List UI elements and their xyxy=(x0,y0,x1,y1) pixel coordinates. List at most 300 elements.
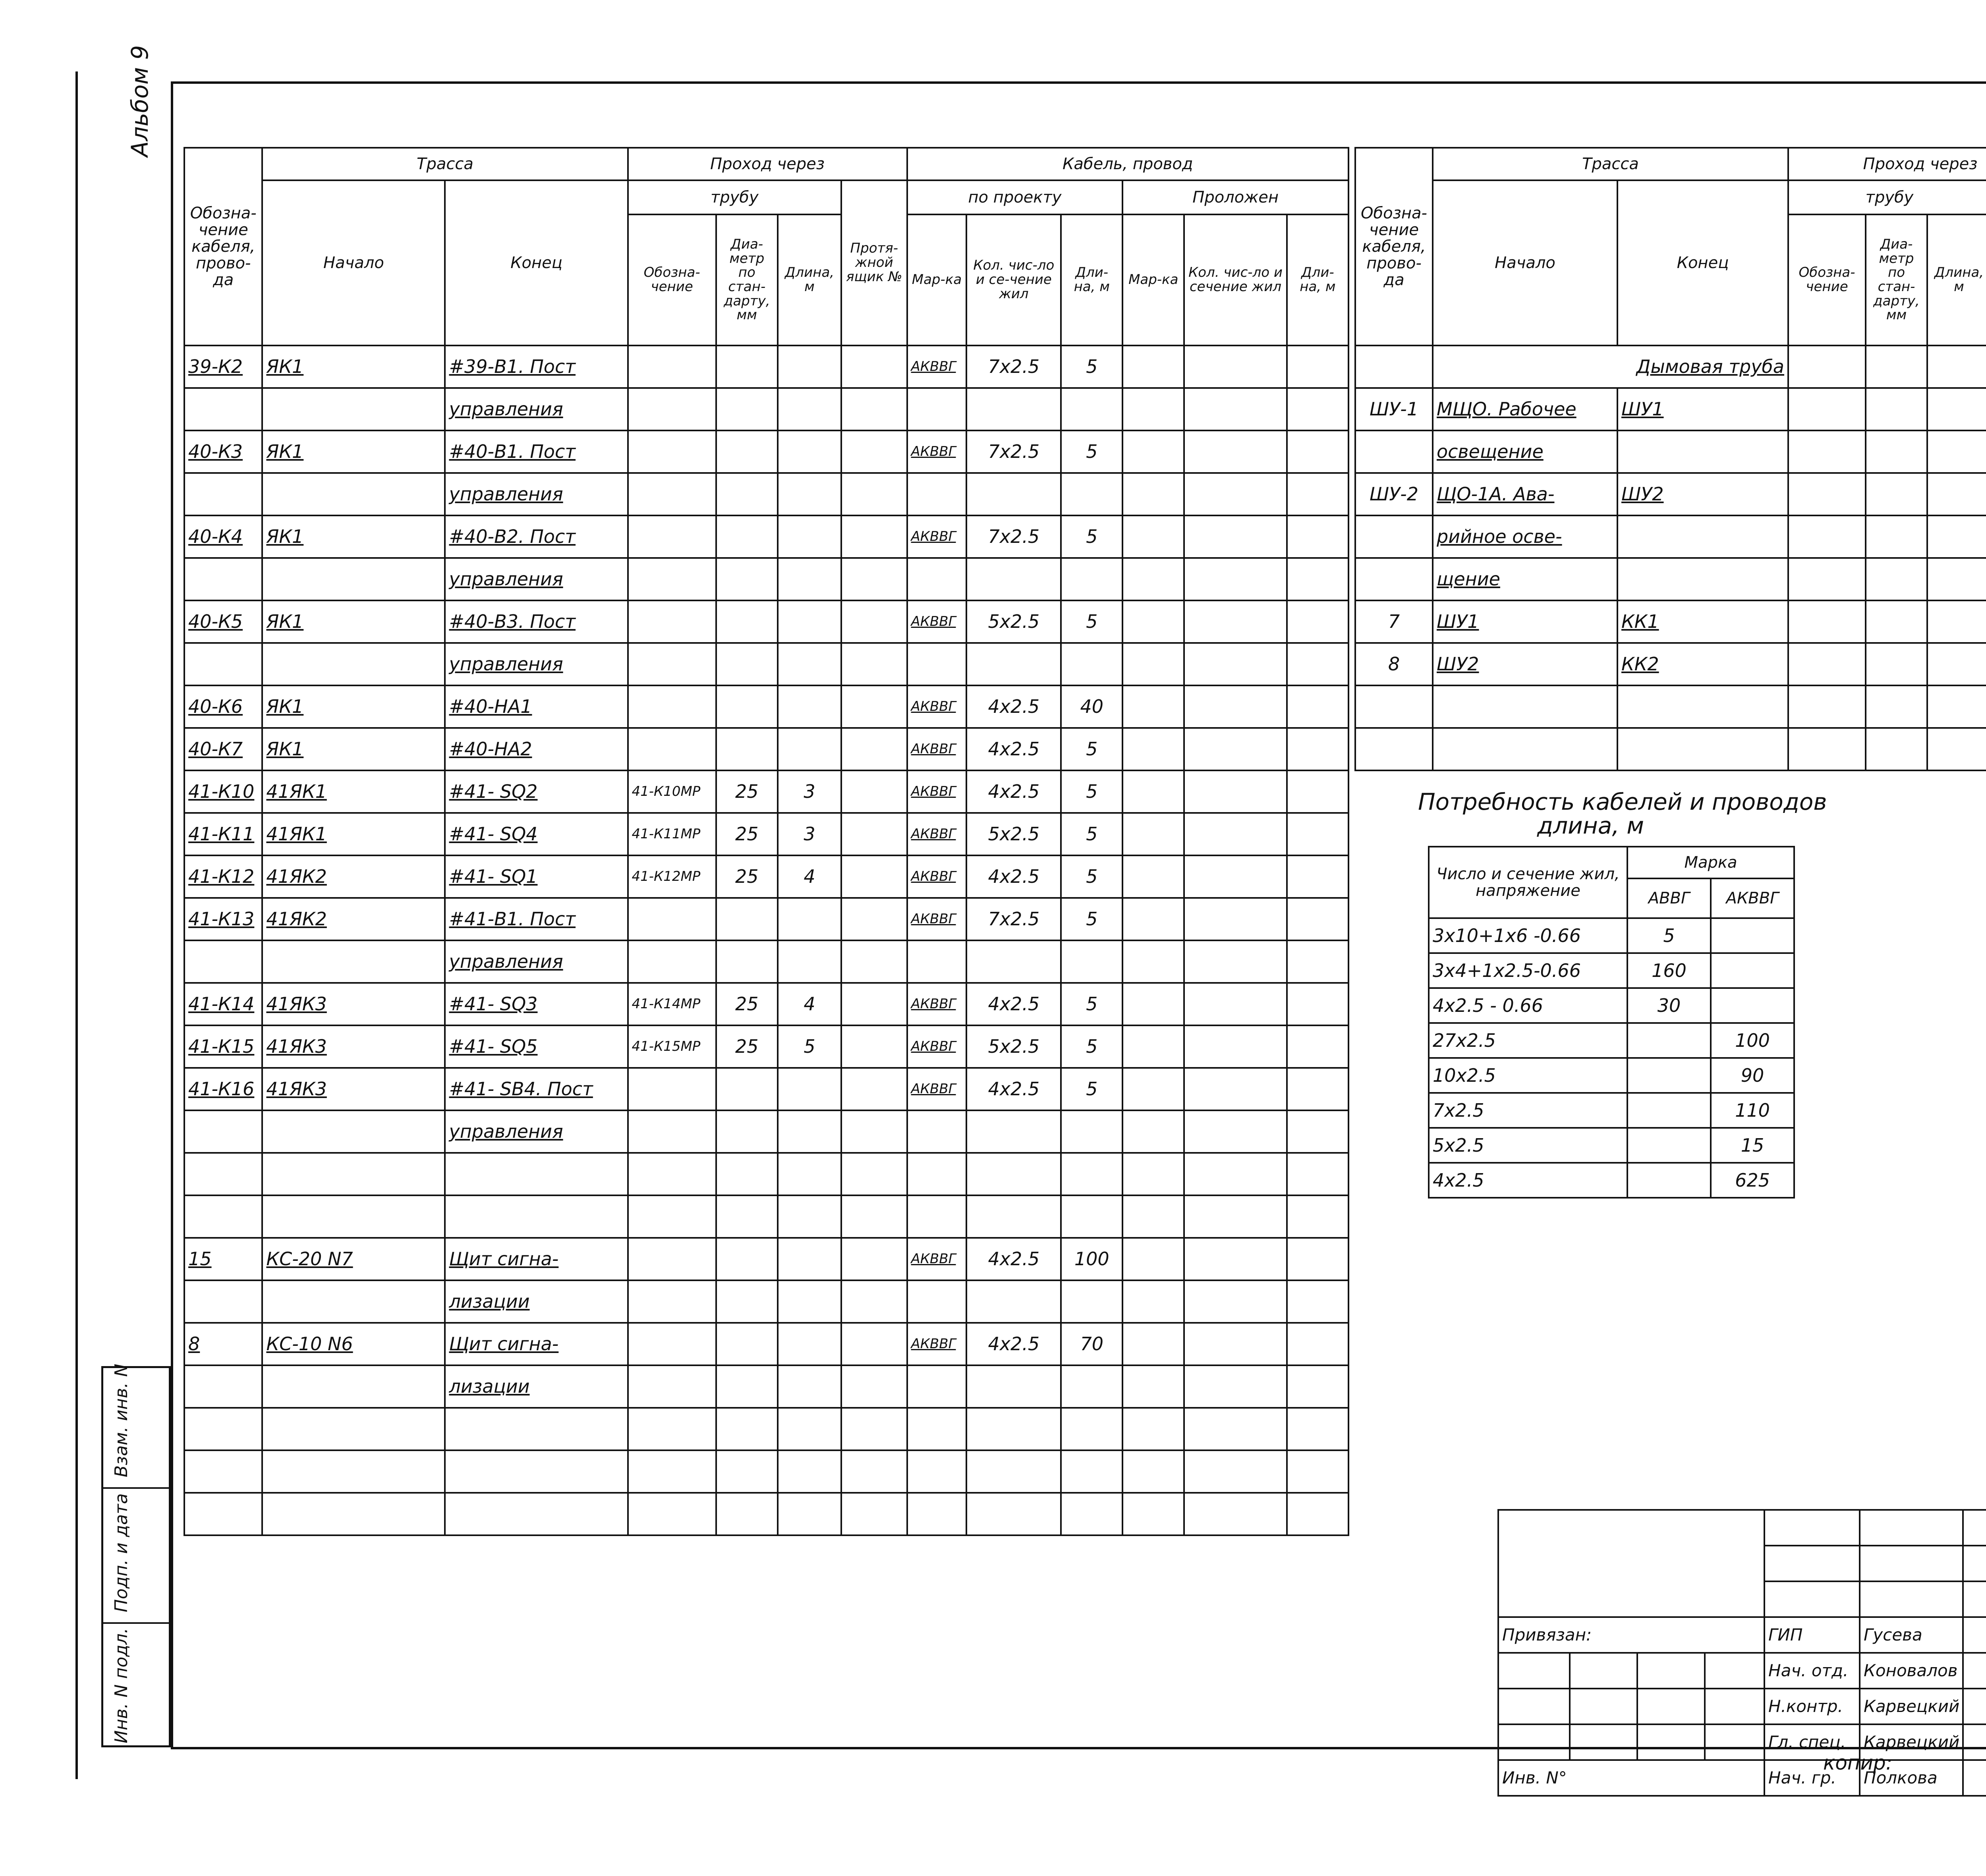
pipe-length-cell: 5 xyxy=(778,1025,841,1068)
broach-box-cell xyxy=(841,1153,907,1195)
pipe-designation-cell xyxy=(628,728,716,770)
pipe-length-cell xyxy=(778,1238,841,1280)
laid-cores-cell xyxy=(1184,600,1287,643)
cores-cell xyxy=(966,1110,1061,1153)
length-cell: 5 xyxy=(1061,600,1122,643)
cable-id-cell: 7 xyxy=(1355,600,1433,643)
table-row xyxy=(184,473,1348,515)
cable-id-cell xyxy=(1355,430,1433,473)
length-cell xyxy=(1061,388,1122,430)
pipe-designation-cell xyxy=(628,1365,716,1408)
table-row xyxy=(184,1195,1348,1238)
laid-brand-cell xyxy=(1122,1493,1184,1535)
route-end-cell: #41- SQ5 xyxy=(445,1025,628,1068)
broach-box-cell xyxy=(841,983,907,1025)
pipe-designation-cell xyxy=(628,1153,716,1195)
pipe-diameter-cell xyxy=(716,1280,778,1323)
brand-cell: АКВВГ xyxy=(907,813,967,855)
cable-need-akvvg-cell: 90 xyxy=(1711,1058,1794,1093)
brand-cell xyxy=(907,388,967,430)
route-end-cell: управления xyxy=(445,1110,628,1153)
role-cell: Нач. гр. xyxy=(1764,1760,1860,1796)
pipe-length-cell xyxy=(778,345,841,388)
route-end-cell: #40-НА1 xyxy=(445,685,628,728)
cores-cell xyxy=(966,1408,1061,1450)
header-passage: Проход через xyxy=(628,148,907,180)
pipe-length-cell: 3 xyxy=(778,770,841,813)
route-start-cell: 41ЯК1 xyxy=(262,813,445,855)
role-cell: ГИП xyxy=(1764,1617,1860,1653)
laid-brand-cell xyxy=(1122,1408,1184,1450)
laid-brand-cell xyxy=(1122,1280,1184,1323)
laid-brand-cell xyxy=(1122,473,1184,515)
table-row xyxy=(184,1323,1348,1365)
table-row xyxy=(184,345,1348,388)
laid-brand-cell xyxy=(1122,1365,1184,1408)
table-row xyxy=(1355,728,1986,770)
header-pipe-diameter: Диа-метр по стан-дарту, мм xyxy=(716,214,778,345)
pipe-cell xyxy=(1927,473,1986,515)
table-row xyxy=(184,855,1348,898)
length-cell: 5 xyxy=(1061,515,1122,558)
laid-cores-cell xyxy=(1184,1195,1287,1238)
header-brand: Мар-ка xyxy=(907,214,967,345)
pipe-cell xyxy=(1788,558,1866,600)
brand-cell: АКВВГ xyxy=(907,685,967,728)
brand-cell xyxy=(907,1110,967,1153)
pipe-designation-cell xyxy=(628,1238,716,1280)
laid-brand-cell xyxy=(1122,770,1184,813)
table-row xyxy=(1429,1058,1794,1093)
laid-cores-cell xyxy=(1184,430,1287,473)
name-cell: Коновалов xyxy=(1860,1653,1963,1689)
brand-cell xyxy=(907,1408,967,1450)
pipe-diameter-cell: 25 xyxy=(716,770,778,813)
cores-cell: 4х2.5 xyxy=(966,685,1061,728)
cores-cell: 4х2.5 xyxy=(966,855,1061,898)
cable-need-cores-cell: 10х2.5 xyxy=(1429,1058,1627,1093)
laid-length-cell xyxy=(1287,855,1348,898)
laid-length-cell xyxy=(1287,940,1348,983)
route-start-cell xyxy=(262,1153,445,1195)
cable-need-avvg-cell xyxy=(1627,1058,1711,1093)
route-start-cell: ШУ1 xyxy=(1433,600,1617,643)
route-start-cell xyxy=(262,1280,445,1323)
route-end-cell xyxy=(445,1408,628,1450)
pipe-diameter-cell xyxy=(716,1365,778,1408)
cable-id-cell: 41-К13 xyxy=(184,898,262,940)
route-start-cell: рийное осве- xyxy=(1433,515,1617,558)
laid-brand-cell xyxy=(1122,600,1184,643)
pipe-cell xyxy=(1866,473,1927,515)
brand-cell: АКВВГ xyxy=(907,855,967,898)
route-start-cell xyxy=(262,940,445,983)
laid-brand-cell xyxy=(1122,1195,1184,1238)
pipe-diameter-cell xyxy=(716,1408,778,1450)
route-start-cell xyxy=(262,1408,445,1450)
header-pipe-designation: Обозна-чение xyxy=(628,214,716,345)
laid-length-cell xyxy=(1287,1025,1348,1068)
length-cell: 5 xyxy=(1061,1068,1122,1110)
name-cell: Карвецкий xyxy=(1860,1724,1963,1760)
pipe-diameter-cell xyxy=(716,388,778,430)
laid-length-cell xyxy=(1287,1323,1348,1365)
header-designation: Обозна-чение кабеля, прово-да xyxy=(1355,148,1433,345)
length-cell: 40 xyxy=(1061,685,1122,728)
cable-need-cores-cell: 7х2.5 xyxy=(1429,1093,1627,1128)
laid-length-cell xyxy=(1287,1110,1348,1153)
cable-need-subtitle: длина, м xyxy=(1537,812,1644,839)
pipe-designation-cell xyxy=(628,515,716,558)
cores-cell: 4х2.5 xyxy=(966,1323,1061,1365)
laid-cores-cell xyxy=(1184,1110,1287,1153)
role-cell: Нач. отд. xyxy=(1764,1653,1860,1689)
length-cell: 100 xyxy=(1061,1238,1122,1280)
header-pipe: трубу xyxy=(1788,180,1986,214)
laid-length-cell xyxy=(1287,1365,1348,1408)
route-end-cell: управления xyxy=(445,388,628,430)
cable-need-avvg-cell: 160 xyxy=(1627,953,1711,988)
cores-cell xyxy=(966,473,1061,515)
laid-length-cell xyxy=(1287,685,1348,728)
cable-need-cores-cell: 27х2.5 xyxy=(1429,1023,1627,1058)
route-start-cell: ЯК1 xyxy=(262,430,445,473)
route-end-cell: лизации xyxy=(445,1365,628,1408)
cable-id-cell xyxy=(184,473,262,515)
pipe-cell xyxy=(1788,388,1866,430)
cable-id-cell: ШУ-1 xyxy=(1355,388,1433,430)
brand-cell: АКВВГ xyxy=(907,898,967,940)
laid-cores-cell xyxy=(1184,898,1287,940)
laid-cores-cell xyxy=(1184,558,1287,600)
cable-id-cell xyxy=(1355,345,1433,388)
brand-cell: АКВВГ xyxy=(907,1025,967,1068)
pipe-designation-cell xyxy=(628,685,716,728)
cable-journal-left xyxy=(184,147,1349,1536)
broach-box-cell xyxy=(841,1323,907,1365)
laid-brand-cell xyxy=(1122,813,1184,855)
pipe-length-cell xyxy=(778,1450,841,1493)
header-pipe: трубу xyxy=(628,180,842,214)
header-end: Конец xyxy=(1617,180,1788,345)
pipe-cell xyxy=(1866,728,1927,770)
laid-brand-cell xyxy=(1122,345,1184,388)
cores-cell xyxy=(966,1493,1061,1535)
table-row xyxy=(184,643,1348,685)
role-cell: Н.контр. xyxy=(1764,1689,1860,1724)
brand-cell: АКВВГ xyxy=(907,345,967,388)
pipe-cell xyxy=(1927,388,1986,430)
laid-cores-cell xyxy=(1184,1068,1287,1110)
laid-brand-cell xyxy=(1122,983,1184,1025)
table-row xyxy=(184,813,1348,855)
cable-need-akvvg-cell xyxy=(1711,988,1794,1023)
pipe-cell xyxy=(1866,345,1927,388)
pipe-length-cell: 4 xyxy=(778,855,841,898)
header-pipe-length: Длина, м xyxy=(1927,214,1986,345)
cores-cell xyxy=(966,940,1061,983)
route-start-cell xyxy=(262,1110,445,1153)
brand-cell: АКВВГ xyxy=(907,600,967,643)
name-cell: Гусева xyxy=(1860,1617,1963,1653)
laid-brand-cell xyxy=(1122,940,1184,983)
cable-id-cell: 40-К6 xyxy=(184,685,262,728)
laid-cores-cell xyxy=(1184,1280,1287,1323)
route-end-cell: #40-В1. Пост xyxy=(445,430,628,473)
pipe-length-cell xyxy=(778,1493,841,1535)
brand-cell: АКВВГ xyxy=(907,1068,967,1110)
cable-id-cell: 40-К3 xyxy=(184,430,262,473)
table-row xyxy=(1429,1023,1794,1058)
pipe-cell xyxy=(1788,430,1866,473)
broach-box-cell xyxy=(841,855,907,898)
cable-id-cell: 41-К10 xyxy=(184,770,262,813)
route-start-cell: ЯК1 xyxy=(262,685,445,728)
cable-id-cell: 40-К7 xyxy=(184,728,262,770)
route-start-cell xyxy=(1433,728,1617,770)
cable-id-cell: 41-К11 xyxy=(184,813,262,855)
broach-box-cell xyxy=(841,643,907,685)
table-row xyxy=(184,430,1348,473)
side-label-replace: Взам. инв. N xyxy=(111,1364,131,1477)
pipe-diameter-cell: 25 xyxy=(716,813,778,855)
table-row xyxy=(184,1493,1348,1535)
cable-id-cell: 8 xyxy=(1355,643,1433,685)
cable-id-cell xyxy=(1355,728,1433,770)
brand-cell xyxy=(907,1195,967,1238)
broach-box-cell xyxy=(841,1493,907,1535)
pipe-cell xyxy=(1788,345,1866,388)
name-cell: Карвецкий xyxy=(1860,1689,1963,1724)
header-cable: Кабель, провод xyxy=(907,148,1348,180)
laid-cores-cell xyxy=(1184,983,1287,1025)
broach-box-cell xyxy=(841,1238,907,1280)
route-end-cell xyxy=(1617,430,1788,473)
route-start-cell: ЯК1 xyxy=(262,600,445,643)
cable-id-cell: 15 xyxy=(184,1238,262,1280)
table-row xyxy=(1429,1093,1794,1128)
route-start-cell: КС-20 N7 xyxy=(262,1238,445,1280)
cable-need-cores-cell: 3х10+1х6 -0.66 xyxy=(1429,918,1627,953)
cores-cell: 4х2.5 xyxy=(966,728,1061,770)
laid-length-cell xyxy=(1287,1195,1348,1238)
cable-need-akvvg-cell xyxy=(1711,953,1794,988)
cores-cell xyxy=(966,643,1061,685)
pipe-designation-cell xyxy=(628,1068,716,1110)
brand-cell: АКВВГ xyxy=(907,983,967,1025)
cable-id-cell: 41-К12 xyxy=(184,855,262,898)
laid-length-cell xyxy=(1287,770,1348,813)
cable-id-cell xyxy=(184,1110,262,1153)
pipe-designation-cell xyxy=(628,1323,716,1365)
pipe-length-cell: 3 xyxy=(778,813,841,855)
route-end-cell xyxy=(1617,558,1788,600)
laid-length-cell xyxy=(1287,728,1348,770)
cable-id-cell xyxy=(184,1365,262,1408)
pipe-designation-cell xyxy=(628,1110,716,1153)
pipe-diameter-cell xyxy=(716,1153,778,1195)
pipe-designation-cell xyxy=(628,558,716,600)
laid-length-cell xyxy=(1287,813,1348,855)
table-row xyxy=(1429,1128,1794,1163)
table-row xyxy=(184,940,1348,983)
pipe-diameter-cell xyxy=(716,430,778,473)
cable-id-cell xyxy=(1355,515,1433,558)
length-cell xyxy=(1061,643,1122,685)
laid-cores-cell xyxy=(1184,728,1287,770)
pipe-cell xyxy=(1788,473,1866,515)
album-label: Альбом 9 xyxy=(126,45,153,157)
route-end-cell: #40-НА2 xyxy=(445,728,628,770)
table-row xyxy=(1355,515,1986,558)
pipe-length-cell xyxy=(778,940,841,983)
length-cell: 5 xyxy=(1061,728,1122,770)
pipe-cell xyxy=(1788,643,1866,685)
pipe-designation-cell xyxy=(628,345,716,388)
cable-need-brand-b: АКВВГ xyxy=(1711,878,1794,918)
brand-cell xyxy=(907,940,967,983)
route-start-cell: ЯК1 xyxy=(262,345,445,388)
cores-cell xyxy=(966,1280,1061,1323)
pipe-designation-cell xyxy=(628,388,716,430)
pipe-length-cell xyxy=(778,1365,841,1408)
laid-brand-cell xyxy=(1122,515,1184,558)
cable-id-cell: 39-К2 xyxy=(184,345,262,388)
table-row xyxy=(1429,918,1794,953)
pipe-cell xyxy=(1927,430,1986,473)
laid-length-cell xyxy=(1287,473,1348,515)
name-cell: Полкова xyxy=(1860,1760,1963,1796)
route-start-cell xyxy=(262,643,445,685)
pipe-cell xyxy=(1788,515,1866,558)
pipe-diameter-cell xyxy=(716,345,778,388)
laid-cores-cell xyxy=(1184,813,1287,855)
cores-cell: 4х2.5 xyxy=(966,770,1061,813)
cores-cell: 5х2.5 xyxy=(966,600,1061,643)
length-cell xyxy=(1061,940,1122,983)
pipe-diameter-cell xyxy=(716,558,778,600)
table-row xyxy=(184,1408,1348,1450)
route-end-cell: #40-В2. Пост xyxy=(445,515,628,558)
broach-box-cell xyxy=(841,898,907,940)
cable-id-cell xyxy=(1355,685,1433,728)
route-end-cell xyxy=(445,1195,628,1238)
table-row xyxy=(1429,953,1794,988)
cores-cell xyxy=(966,1365,1061,1408)
length-cell: 5 xyxy=(1061,855,1122,898)
header-length: Дли-на, м xyxy=(1061,214,1122,345)
laid-length-cell xyxy=(1287,643,1348,685)
table-row xyxy=(1355,345,1986,388)
laid-brand-cell xyxy=(1122,728,1184,770)
route-end-cell xyxy=(445,1450,628,1493)
length-cell xyxy=(1061,1195,1122,1238)
route-end-cell: управления xyxy=(445,940,628,983)
cores-cell: 5х2.5 xyxy=(966,813,1061,855)
cable-id-cell xyxy=(184,1280,262,1323)
pipe-designation-cell xyxy=(628,1493,716,1535)
cores-cell xyxy=(966,1450,1061,1493)
pipe-length-cell xyxy=(778,643,841,685)
pipe-designation-cell xyxy=(628,430,716,473)
table-row xyxy=(1355,473,1986,515)
pipe-diameter-cell: 25 xyxy=(716,1025,778,1068)
broach-box-cell xyxy=(841,1365,907,1408)
pipe-length-cell xyxy=(778,685,841,728)
pipe-diameter-cell xyxy=(716,1195,778,1238)
table-row xyxy=(184,685,1348,728)
pipe-length-cell xyxy=(778,515,841,558)
length-cell xyxy=(1061,1450,1122,1493)
table-row xyxy=(184,1280,1348,1323)
laid-length-cell xyxy=(1287,1068,1348,1110)
length-cell xyxy=(1061,1280,1122,1323)
route-end-cell: #41-В1. Пост xyxy=(445,898,628,940)
laid-length-cell xyxy=(1287,1153,1348,1195)
cable-need-akvvg-cell: 625 xyxy=(1711,1163,1794,1198)
laid-cores-cell xyxy=(1184,770,1287,813)
route-end-cell: ШУ2 xyxy=(1617,473,1788,515)
cable-need-cores-cell: 5х2.5 xyxy=(1429,1128,1627,1163)
table-row xyxy=(184,1238,1348,1280)
table-row xyxy=(184,600,1348,643)
pipe-cell xyxy=(1866,685,1927,728)
cable-id-cell: 41-К16 xyxy=(184,1068,262,1110)
length-cell: 70 xyxy=(1061,1323,1122,1365)
broach-box-cell xyxy=(841,770,907,813)
pipe-designation-cell xyxy=(628,1280,716,1323)
pipe-length-cell xyxy=(778,1153,841,1195)
route-end-cell: управления xyxy=(445,643,628,685)
cable-need-head-cores: Число и сечение жил, напряжение xyxy=(1429,847,1627,918)
laid-brand-cell xyxy=(1122,1110,1184,1153)
cores-cell xyxy=(966,388,1061,430)
broach-box-cell xyxy=(841,1280,907,1323)
length-cell xyxy=(1061,1153,1122,1195)
pipe-cell xyxy=(1927,558,1986,600)
broach-box-cell xyxy=(841,1195,907,1238)
laid-length-cell xyxy=(1287,558,1348,600)
pipe-diameter-cell xyxy=(716,1323,778,1365)
broach-box-cell xyxy=(841,728,907,770)
length-cell: 5 xyxy=(1061,770,1122,813)
route-end-cell: лизации xyxy=(445,1280,628,1323)
header-start: Начало xyxy=(262,180,445,345)
table-row xyxy=(184,515,1348,558)
broach-box-cell xyxy=(841,685,907,728)
pipe-length-cell xyxy=(778,1110,841,1153)
route-start-cell: 41ЯК2 xyxy=(262,855,445,898)
pipe-cell xyxy=(1788,600,1866,643)
header-pipe-diameter: Диа-метр по стан-дарту, мм xyxy=(1866,214,1927,345)
length-cell: 5 xyxy=(1061,898,1122,940)
route-end-cell: #39-В1. Пост xyxy=(445,345,628,388)
laid-length-cell xyxy=(1287,1450,1348,1493)
broach-box-cell xyxy=(841,388,907,430)
cable-need-avvg-cell xyxy=(1627,1128,1711,1163)
cores-cell: 7х2.5 xyxy=(966,515,1061,558)
broach-box-cell xyxy=(841,430,907,473)
pipe-length-cell xyxy=(778,728,841,770)
brand-cell xyxy=(907,1280,967,1323)
pipe-length-cell xyxy=(778,430,841,473)
broach-box-cell xyxy=(841,1408,907,1450)
broach-box-cell xyxy=(841,1025,907,1068)
table-row xyxy=(184,1365,1348,1408)
brand-cell xyxy=(907,1450,967,1493)
side-label-inv: Инв. N подл. xyxy=(111,1628,131,1743)
pipe-designation-cell: 41-К14МР xyxy=(628,983,716,1025)
